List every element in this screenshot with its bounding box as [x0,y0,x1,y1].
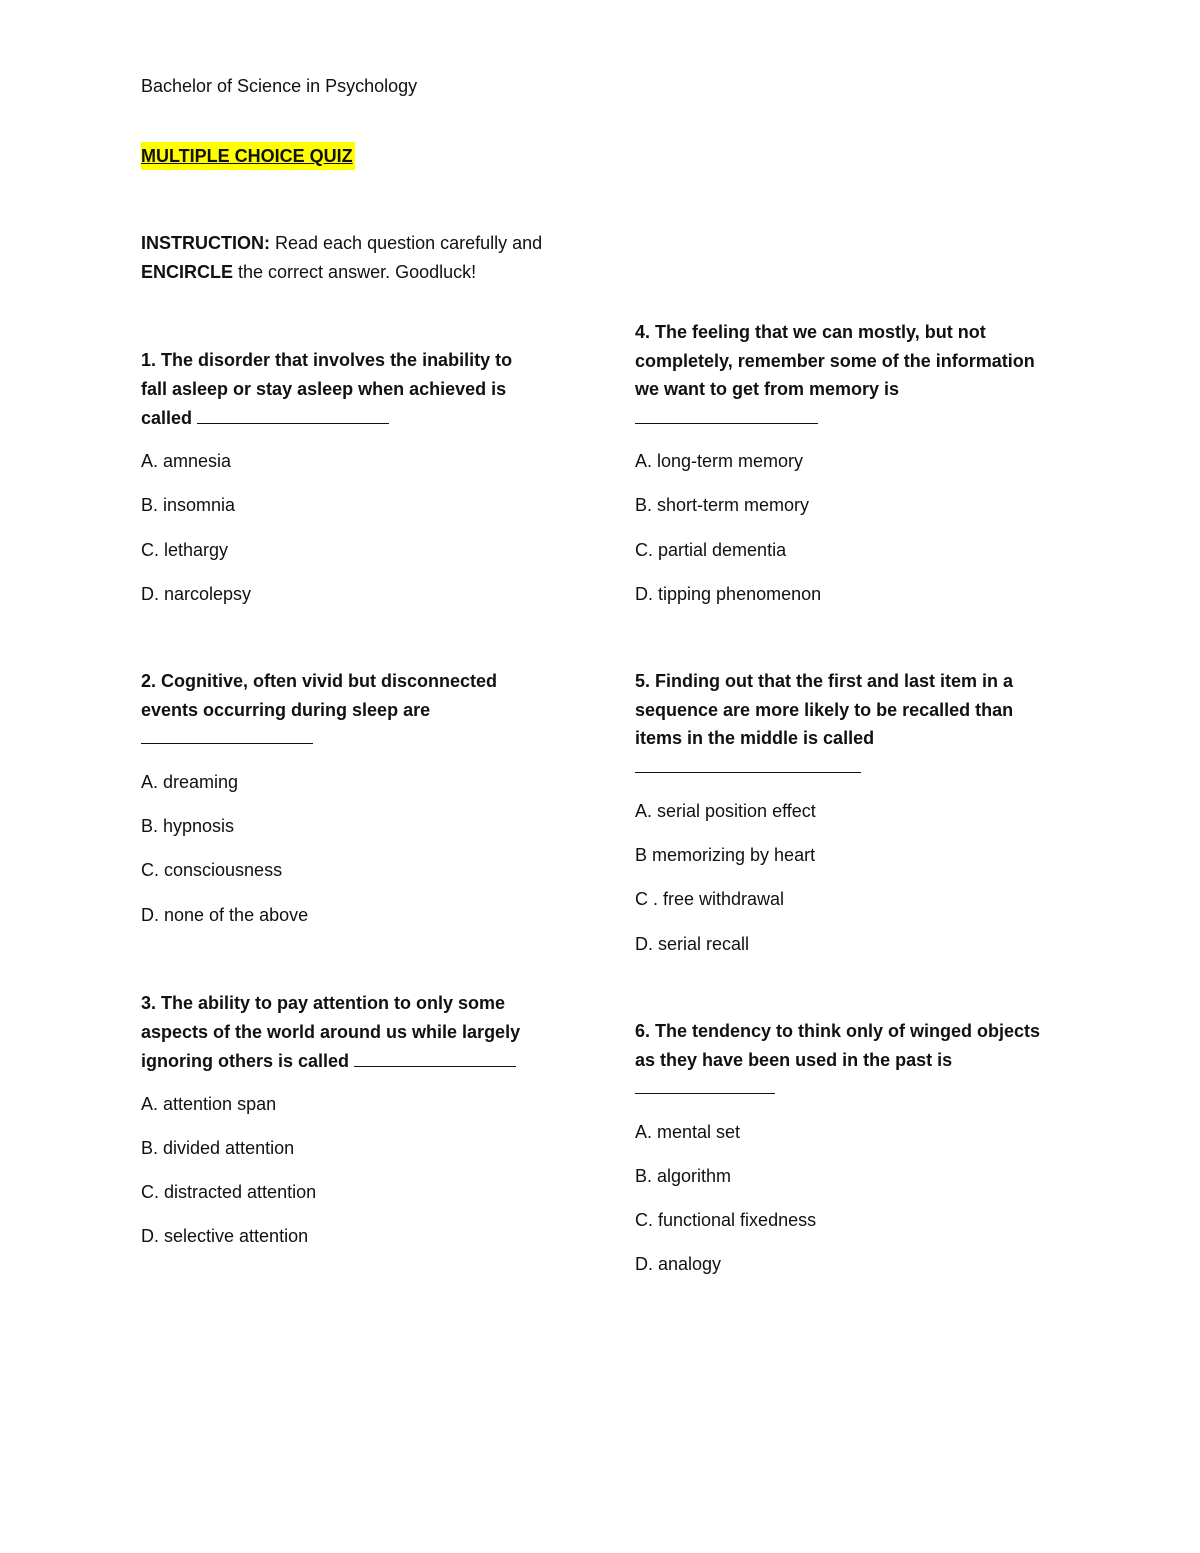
option-b[interactable]: B memorizing by heart [635,845,816,865]
option-a[interactable]: A. mental set [635,1122,741,1142]
option-c[interactable]: C. distracted attention [141,1182,317,1202]
option-b[interactable]: B. divided attention [141,1138,295,1158]
answer-blank [141,724,313,744]
option-c[interactable]: C. lethargy [141,540,229,560]
option-c[interactable]: C . free withdrawal [635,889,785,909]
option-d[interactable]: D. tipping phenomenon [635,584,822,604]
option-b[interactable]: B. algorithm [635,1166,732,1186]
question-6 [635,1017,1045,1274]
option-a[interactable]: A. attention span [141,1094,277,1114]
question-stem: 6. The tendency to think only of winged objects as they have been used in the past is [635,1021,1041,1070]
answer-blank [197,403,389,424]
instruction-emphasis: ENCIRCLE [141,261,234,282]
option-d[interactable]: D. serial recall [635,934,750,954]
option-a[interactable]: A. long-term memory [635,451,804,471]
option-a[interactable]: A. serial position effect [635,801,816,821]
instruction-block [141,229,581,286]
question-2 [141,667,551,925]
option-a[interactable]: A. amnesia [141,451,232,471]
answer-blank [354,1046,516,1067]
quiz-title: MULTIPLE CHOICE QUIZ [141,142,355,170]
option-a[interactable]: A. dreaming [141,772,239,792]
option-b[interactable]: B. hypnosis [141,816,235,836]
option-b[interactable]: B. short-term memory [635,495,810,515]
answer-blank [635,1074,775,1094]
answer-blank [635,404,818,424]
question-3 [141,989,551,1246]
instruction-label: INSTRUCTION: [141,233,270,253]
question-1 [141,346,551,604]
instruction-text-1: Read each question carefully and [270,233,543,253]
program-header: Bachelor of Science in Psychology [141,76,418,96]
option-c[interactable]: C. partial dementia [635,540,787,560]
option-d[interactable]: D. narcolepsy [141,584,252,604]
instruction-text-2: the correct answer. Goodluck! [233,261,477,282]
option-d[interactable]: D. none of the above [141,905,309,925]
question-stem: 4. The feeling that we can mostly, but not completely, remember some of the information we want to get from memory is [635,322,1035,399]
answer-blank [635,753,861,773]
question-stem: 2. Cognitive, often vivid but disconnected events occurring during sleep are [141,671,498,720]
option-c[interactable]: C. consciousness [141,860,283,880]
option-b[interactable]: B. insomnia [141,495,236,515]
question-5 [635,667,1045,954]
question-stem: 3. The ability to pay attention to only some aspects of the world around us while largely ignoring others is called [141,993,521,1071]
question-stem: 1. The disorder that involves the inability to fall asleep or stay asleep when achieved is called [141,350,513,428]
question-stem: 5. Finding out that the first and last item in a sequence are more likely to be recalled than items in the middle is called [635,671,1014,748]
option-d[interactable]: D. selective attention [141,1226,309,1246]
option-c[interactable]: C. functional fixedness [635,1210,817,1230]
option-d[interactable]: D. analogy [635,1254,722,1274]
question-4 [635,318,1045,604]
